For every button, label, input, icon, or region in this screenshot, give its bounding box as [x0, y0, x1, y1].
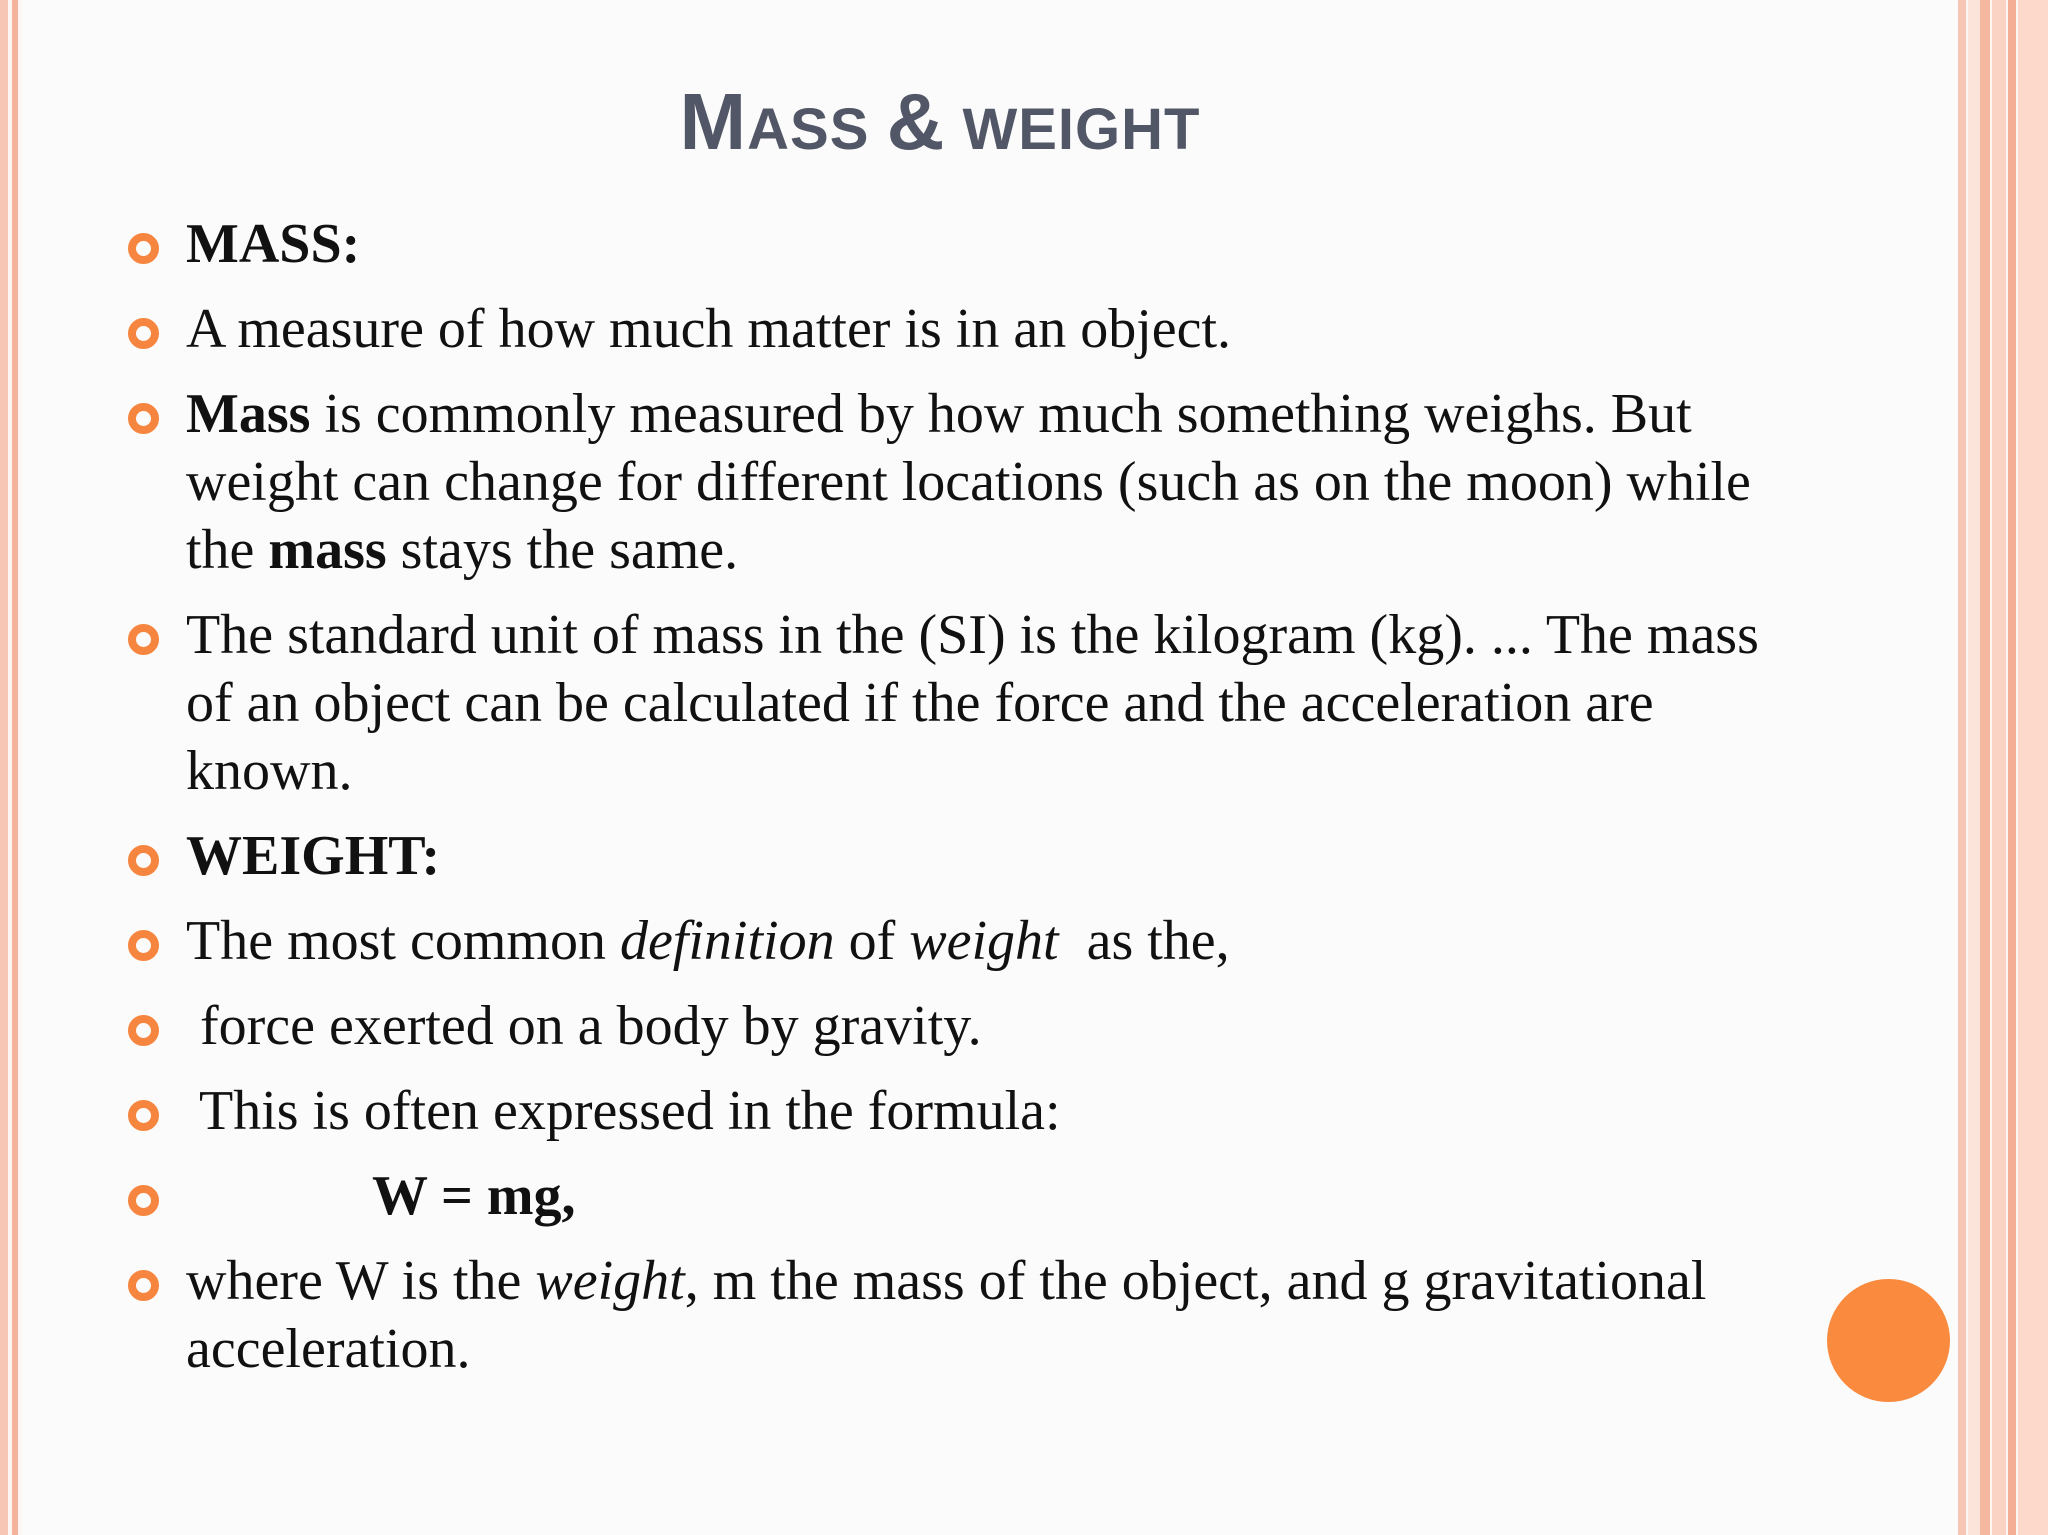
- bullet-italic-text: definition: [619, 910, 835, 972]
- bullet-formula: [124, 1162, 1764, 1230]
- right-border-stripe: [1968, 0, 1980, 1535]
- bullet-gravity-force: [124, 992, 1764, 1060]
- right-border-stripe: [1980, 0, 1990, 1535]
- right-border-stripe: [1958, 0, 1966, 1535]
- bullet-text: WEIGHT:: [186, 825, 441, 887]
- bullet-circle-icon: [128, 930, 159, 961]
- bullet-bold-text: mass: [268, 519, 387, 581]
- bullet-bold-text: Mass: [186, 383, 311, 445]
- bullet-text: stays the same.: [386, 519, 739, 581]
- bullet-circle-icon: [128, 1185, 159, 1216]
- title-word-weight: WEIGHT: [962, 97, 1201, 162]
- right-border-stripe: [1992, 0, 2006, 1535]
- bullet-italic-text: weight: [535, 1250, 685, 1312]
- bullet-weight-heading: [124, 822, 1764, 890]
- bullet-italic-text: weight: [909, 910, 1059, 972]
- bullet-text: , m the mass of the object, and g gravitational acceleration.: [186, 1250, 1707, 1380]
- title-word-rest: ASS: [747, 97, 870, 162]
- bullet-circle-icon: [128, 845, 159, 876]
- left-border-stripe: [0, 0, 8, 1535]
- weight-formula: W = mg,: [372, 1165, 576, 1227]
- bullet-list: [124, 210, 1764, 1400]
- bullet-text: force exerted on a body by gravity.: [186, 995, 982, 1057]
- bullet-circle-icon: [128, 403, 159, 434]
- bullet-circle-icon: [128, 233, 159, 264]
- right-border-stripe: [2018, 0, 2048, 1535]
- right-border-stripe: [2008, 0, 2016, 1535]
- bullet-mass-heading: [124, 210, 1764, 278]
- bullet-circle-icon: [128, 1270, 159, 1301]
- bullet-text: where W is the: [186, 1250, 536, 1312]
- left-border-stripe: [12, 0, 18, 1535]
- decorative-orange-circle: [1827, 1279, 1950, 1402]
- bullet-text: of: [834, 910, 910, 972]
- title-initial: M: [679, 77, 748, 166]
- bullet-si-unit: [124, 601, 1764, 805]
- bullet-weight-definition: [124, 907, 1764, 975]
- bullet-text: A measure of how much matter is in an object.: [186, 298, 1232, 360]
- bullet-circle-icon: [128, 1100, 159, 1131]
- bullet-circle-icon: [128, 318, 159, 349]
- bullet-text: as the,: [1058, 910, 1230, 972]
- bullet-text: MASS:: [186, 213, 361, 275]
- title-ampersand: &: [886, 77, 946, 166]
- bullet-text: The most common: [186, 910, 620, 972]
- bullet-formula-intro: [124, 1077, 1764, 1145]
- bullet-mass-measurement: [124, 380, 1764, 584]
- bullet-text: is commonly measured by how much something weighs. But weight can change for different locations (such as on the moon) while the: [186, 383, 1751, 581]
- bullet-circle-icon: [128, 1015, 159, 1046]
- bullet-text: The standard unit of mass in the (SI) is the kilogram (kg). ... The mass of an object can be calculated if the force and the acceleration are known.: [186, 604, 1759, 802]
- bullet-formula-explanation: [124, 1247, 1764, 1383]
- bullet-text: This is often expressed in the formula:: [186, 1080, 1061, 1142]
- bullet-circle-icon: [128, 624, 159, 655]
- slide-title: [0, 77, 1880, 166]
- bullet-mass-definition: [124, 295, 1764, 363]
